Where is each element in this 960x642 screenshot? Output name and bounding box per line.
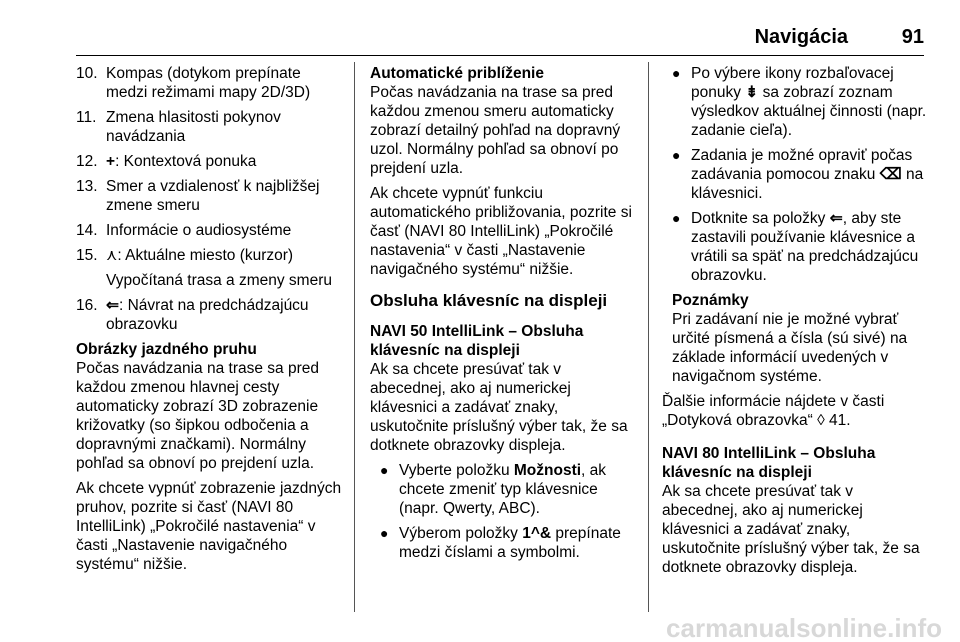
list-item: 13. Smer a vzdialenosť k najbližšej zmene smeru	[76, 178, 320, 214]
list-item: 11. Zmena hlasitosti pokynov navádzania	[76, 109, 281, 145]
column-1	[76, 64, 346, 580]
column-divider-2	[648, 62, 649, 612]
watermark: carmanualsonline.info	[666, 613, 942, 642]
page-title: Navigácia	[754, 26, 848, 48]
plus-icon: +	[106, 153, 116, 170]
paragraph: Ak sa chcete presúvať tak v abecednej, ako aj numerickej klávesnici a zadávať znaky, uskutočnite príslušný výber tak, že sa dotknete obrazovky displeja.	[662, 483, 920, 576]
paragraph: Počas navádzania na trase sa pred každou zmenou smeru automaticky zobrazí detailný pohľad na dopravný uzol. Normálny pohľad sa obnoví po prejdení uzla.	[370, 84, 621, 177]
list-item: 15. ⋏: Aktuálne miesto (kurzor)	[76, 247, 294, 264]
backspace-icon: ⌫	[879, 166, 902, 183]
column-3	[662, 64, 932, 583]
bullet-item: ● Vyberte položku Možnosti, ak chcete zmeniť typ klávesnice (napr. Qwerty, ABC).	[380, 462, 607, 517]
paragraph: Ak chcete vypnúť zobrazenie jazdných pruhov, pozrite si časť (NAVI 80 IntelliLink) „Pokročilé nastavenia“ v časti „Nastavenie navigačného systému“ nižšie.	[76, 480, 342, 573]
bullet-item: ● Dotknite sa položky ⇐, aby ste zastavili používanie klávesnice a vrátili sa späť na predchádzajúcu obrazovku.	[672, 210, 919, 284]
paragraph: Ďalšie informácie nájdete v časti „Dotyková obrazovka“ ◊ 41.	[662, 393, 885, 429]
paragraph: Počas navádzania na trase sa pred každou zmenou hlavnej cesty automaticky zobrazí 3D zobrazenie križovatky (so šipkou odbočenia a dopravnými značkami). Normálny pohľad sa obnoví po prejdení uzla.	[76, 360, 319, 472]
list-item: 16. ⇐: Návrat na predchádzajúcu obrazovku	[76, 297, 309, 333]
list-item: 14. Informácie o audiosystéme	[76, 222, 292, 239]
cursor-icon: ⋏	[106, 247, 118, 264]
list-item-extra: Vypočítaná trasa a zmeny smeru	[106, 272, 332, 289]
section-heading: Obrázky jazdného pruhu	[76, 341, 257, 358]
bullet-item: ● Zadania je možné opraviť počas zadávania pomocou znaku ⌫ na klávesnici.	[672, 147, 924, 202]
paragraph: Ak chcete vypnúť funkciu automatického približovania, pozrite si časť (NAVI 80 IntelliLink) „Pokročilé nastavenia“ v časti „Nastavenie navigačného systému“ nižšie.	[370, 185, 632, 278]
note-box	[662, 291, 932, 386]
bullet-item: ● Výberom položky 1^& prepínate medzi číslami a symbolmi.	[380, 525, 621, 561]
bullet-item: ● Po výbere ikony rozbaľovacej ponuky ⇟ sa zobrazí zoznam výsledkov aktuálnej činnosti (napr. zadanie cieľa).	[672, 65, 927, 139]
back-arrow-icon: ⇐	[106, 297, 119, 314]
sub-heading: NAVI 50 IntelliLink – Obsluha klávesníc na displeji	[370, 323, 584, 359]
section-title: Obsluha klávesníc na displeji	[370, 291, 608, 310]
page-reference: ◊ 41.	[817, 412, 851, 429]
back-arrow-icon: ⇐	[829, 210, 843, 227]
column-2	[370, 64, 640, 568]
note-title: Poznámky	[672, 292, 749, 309]
page-header	[76, 24, 924, 56]
list-item: 10. Kompas (dotykom prepínate medzi režimami mapy 2D/3D)	[76, 65, 311, 101]
column-divider-1	[354, 62, 355, 612]
list-item: 12. +: Kontextová ponuka	[76, 153, 257, 170]
section-heading: Automatické priblíženie	[370, 65, 544, 82]
dropdown-icon: ⇟	[745, 84, 759, 101]
sub-heading: NAVI 80 IntelliLink – Obsluha klávesníc na displeji	[662, 445, 876, 481]
paragraph: Ak sa chcete presúvať tak v abecednej, ako aj numerickej klávesnici a zadávať znaky, uskutočnite príslušný výber tak, že sa dotknete obrazovky displeja.	[370, 361, 628, 454]
note-text: Pri zadávaní nie je možné vybrať určité písmená a čísla (sú sivé) na základe informácií uvedených v navigačnom systéme.	[672, 311, 908, 385]
page-number: 91	[901, 26, 924, 48]
